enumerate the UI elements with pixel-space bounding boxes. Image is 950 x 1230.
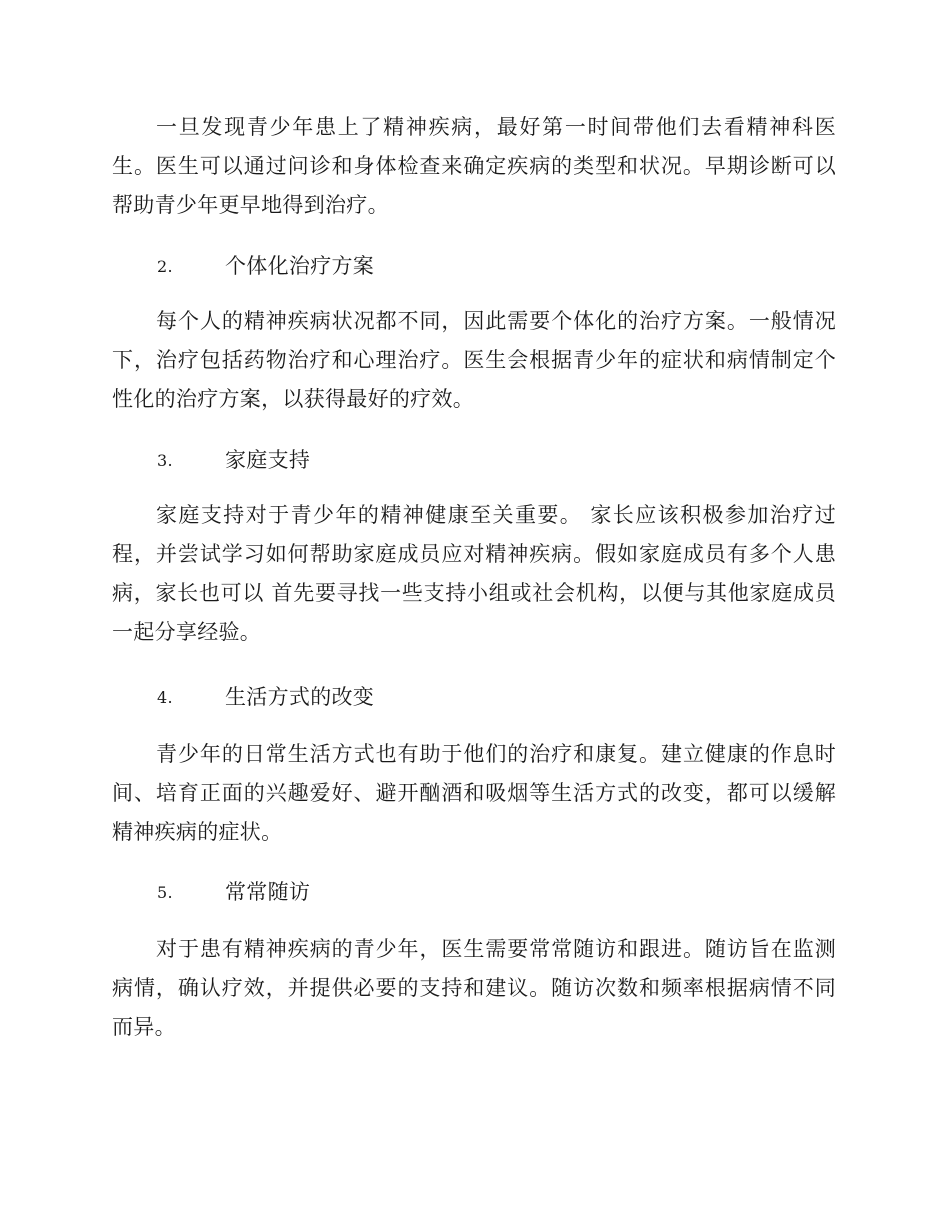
intro-paragraph: 一旦发现青少年患上了精神疾病，最好第一时间带他们去看精神科医生。医生可以通过问诊和身体检查来确定疾病的类型和状况。早期诊断可以帮助青少年更早地得到治疗。 [112,115,836,217]
section-body-5: 对于患有精神疾病的青少年，医生需要常常随访和跟进。随访旨在监测病情，确认疗效，并提供必要的支持和建议。随访次数和频率根据病情不同而异。 [112,937,836,1039]
section-title: 生活方式的改变 [225,685,375,709]
section-number: 5. [157,883,173,902]
section-body-4: 青少年的日常生活方式也有助于他们的治疗和康复。建立健康的作息时间、培育正面的兴趣爱好、避开酗酒和吸烟等生活方式的改变，都可以缓解精神疾病的症状。 [112,742,836,844]
section-title: 家庭支持 [225,448,311,472]
section-number: 4. [157,688,173,707]
section-number: 2. [157,257,173,276]
section-title: 常常随访 [225,880,311,904]
section-title: 个体化治疗方案 [225,254,375,278]
section-number: 3. [157,451,173,470]
section-heading-5 [112,873,836,912]
section-body-2: 每个人的精神疾病状况都不同，因此需要个体化的治疗方案。一般情况下，治疗包括药物治疗和心理治疗。医生会根据青少年的症状和病情制定个性化的治疗方案，以获得最好的疗效。 [112,309,836,411]
section-heading-2 [112,247,836,286]
section-heading-4 [112,678,836,717]
section-heading-3 [112,441,836,480]
section-body-3: 家庭支持对于青少年的精神健康至关重要。 家长应该积极参加治疗过程，并尝试学习如何帮助家庭成员应对精神疾病。假如家庭成员有多个人患病，家长也可以 首先要寻找一些支持小组或社会机构，以便与其他家庭成员一起分享经验。 [112,503,836,644]
